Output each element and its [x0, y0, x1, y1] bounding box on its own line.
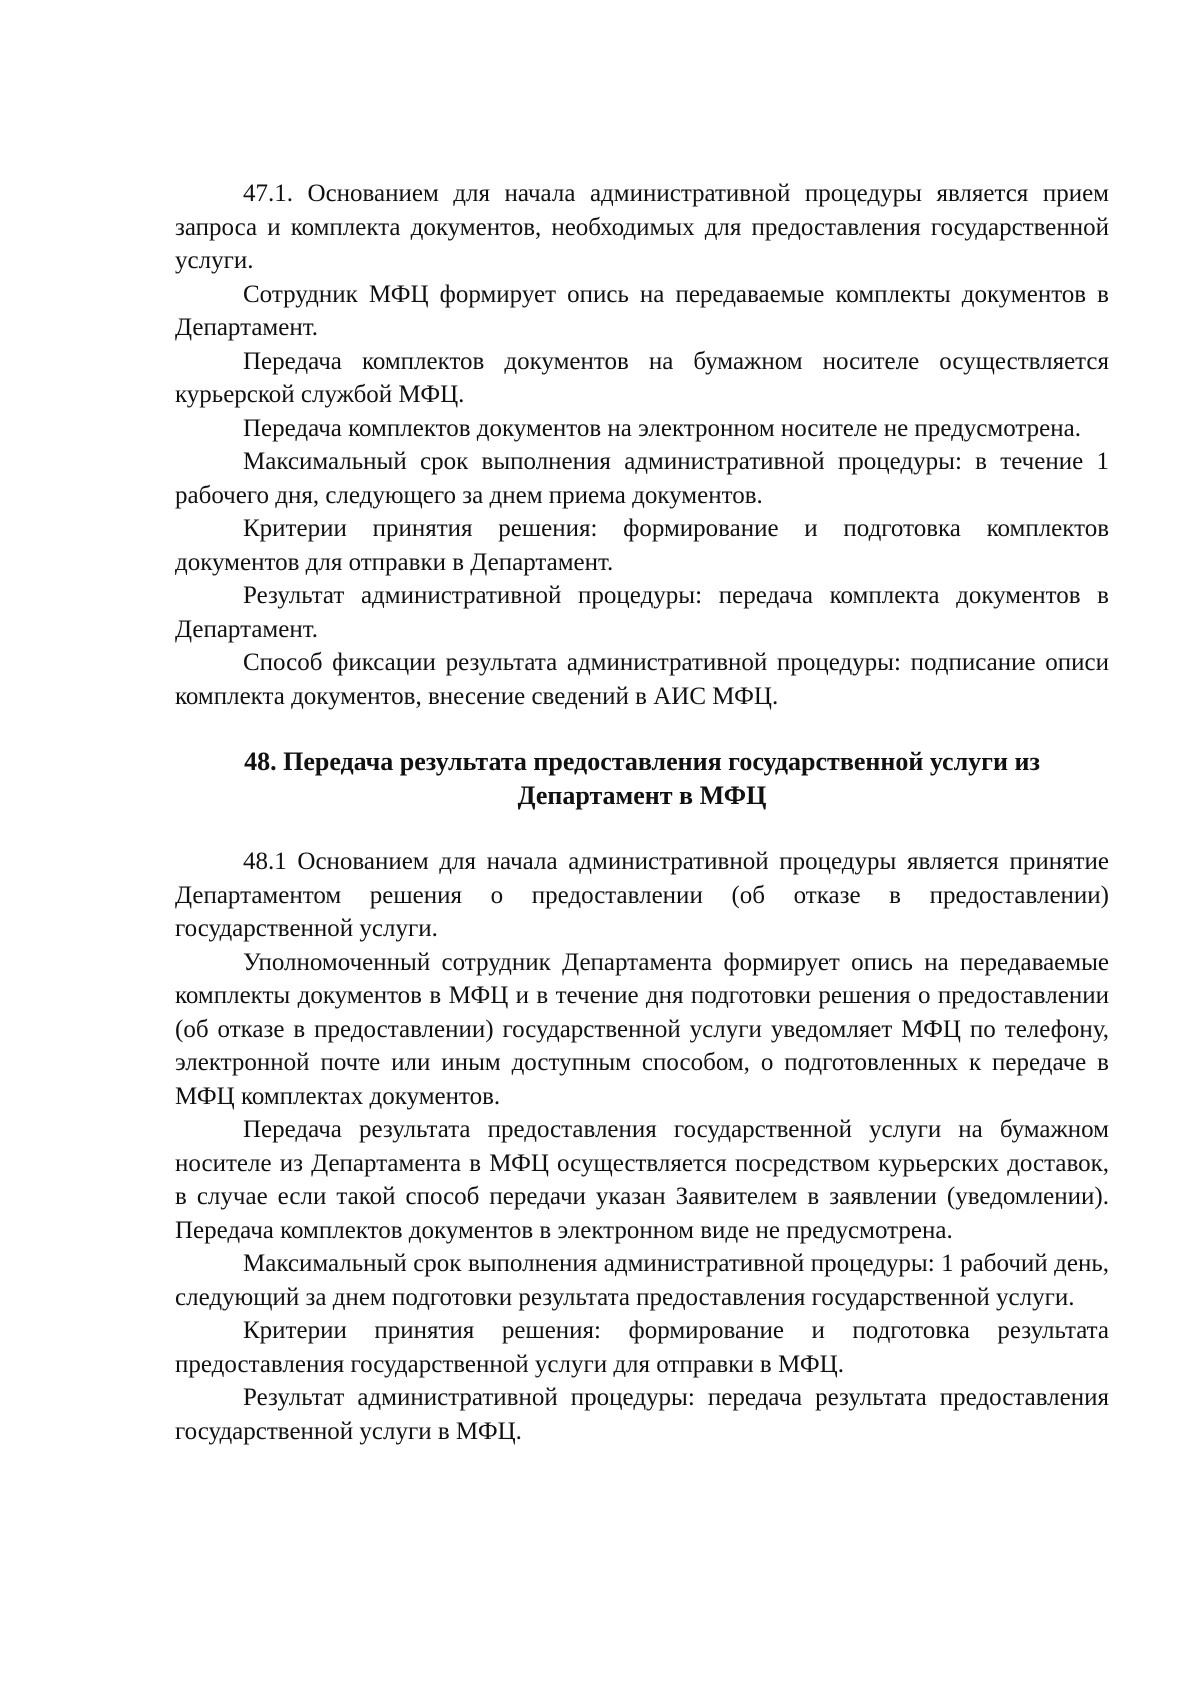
paragraph-47-1: 47.1. Основанием для начала административной процедуры является прием запроса и комплекта документов, необходимых для предоставления государственной услуги. — [175, 180, 1109, 274]
paragraph-48-courier-delivery: Передача результата предоставления государственной услуги на бумажном носителе из Департамента в МФЦ осуществляется посредством курьерских доставок, в случае если такой способ передачи указан Заявителем в заявлении (уведомлении). Передача комплектов документов в электронном виде не предусмотрена. — [175, 1116, 1109, 1244]
paragraph-47-result: Результат административной процедуры: передача комплекта документов в Департамент. — [175, 582, 1109, 643]
paragraph-48-result: Результат административной процедуры: передача результата предоставления государственной услуги в МФЦ. — [175, 1384, 1109, 1445]
paragraph-48-1: 48.1 Основанием для начала административной процедуры является принятие Департаментом решения о предоставлении (об отказе в предоставлении) государственной услуги. — [175, 848, 1109, 942]
paragraph-47-electronic-transfer: Передача комплектов документов на электронном носителе не предусмотрена. — [243, 414, 1081, 442]
paragraph-47-criteria: Критерии принятия решения: формирование и подготовка комплектов документов для отправки в Департамент. — [175, 515, 1109, 576]
paragraph-48-notification: Уполномоченный сотрудник Департамента формирует опись на передаваемые комплекты документов в МФЦ и в течение дня подготовки решения о предоставлении (об отказе в предоставлении) государственной услуги уведомляет МФЦ по телефону, электронной почте или иным доступным способом, о подготовленных к передаче в МФЦ комплектах документов. — [175, 948, 1109, 1110]
document-body — [175, 177, 1109, 1448]
section-48-heading-line-1: 48. Передача результата предоставления государственной услуги из — [244, 747, 1040, 776]
paragraph-48-max-term: Максимальный срок выполнения административной процедуры: 1 рабочий день, следующий за днем подготовки результата предоставления государственной услуги. — [175, 1250, 1109, 1311]
section-48-heading-line-2: Департамент в МФЦ — [517, 781, 767, 810]
paragraph-48-criteria: Критерии принятия решения: формирование и подготовка результата предоставления государственной услуги для отправки в МФЦ. — [175, 1317, 1109, 1378]
paragraph-47-inventory: Сотрудник МФЦ формирует опись на передаваемые комплекты документов в Департамент. — [175, 280, 1109, 341]
paragraph-47-fixation: Способ фиксации результата административной процедуры: подписание описи комплекта документов, внесение сведений в АИС МФЦ. — [175, 649, 1109, 710]
paragraph-47-paper-transfer: Передача комплектов документов на бумажном носителе осуществляется курьерской службой МФЦ. — [175, 347, 1109, 408]
section-48-heading — [175, 745, 1109, 813]
paragraph-47-max-term: Максимальный срок выполнения административной процедуры: в течение 1 рабочего дня, следующего за днем приема документов. — [175, 448, 1109, 509]
